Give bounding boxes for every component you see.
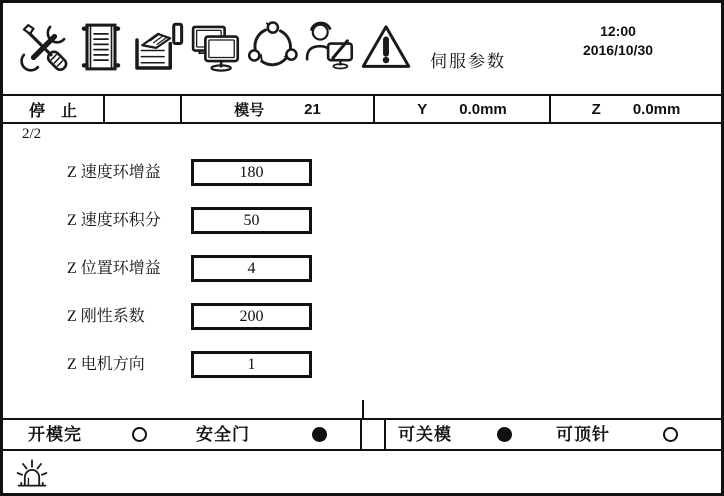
- y-axis-label: Y: [417, 100, 428, 118]
- page-indicator: 2/2: [22, 126, 42, 142]
- safety-door-label: 安全门: [196, 425, 250, 444]
- z-axis-label: Z: [591, 100, 601, 118]
- can-close-mold-label: 可关模: [398, 425, 452, 444]
- toolbar-parameter-list-button[interactable]: [73, 18, 129, 76]
- status-empty-cell: [105, 96, 182, 122]
- form-row: [3, 351, 724, 378]
- alarm-warning-icon: [359, 19, 413, 75]
- record-entry-icon: [129, 19, 187, 75]
- form-row: [3, 255, 724, 282]
- toolbar-tools-button[interactable]: [16, 18, 72, 76]
- mold-number-value: 21: [304, 100, 321, 118]
- mold-open-done-indicator: [132, 427, 147, 442]
- z-position-gain-input[interactable]: 4: [191, 255, 312, 282]
- monitors-icon: [187, 19, 243, 75]
- z-rigidity-label: Z 刚性系数: [67, 308, 145, 325]
- z-speed-integral-label: Z 速度环积分: [67, 212, 161, 229]
- toolbar-monitors-button[interactable]: [187, 18, 243, 76]
- parameter-list-icon: [73, 19, 129, 75]
- divider: [384, 420, 386, 449]
- form-row: [3, 207, 724, 234]
- z-motor-direction-label: Z 电机方向: [67, 356, 145, 373]
- z-rigidity-input[interactable]: 200: [191, 303, 312, 330]
- alarm-lamp-icon: [14, 454, 50, 492]
- y-axis-value: 0.0mm: [459, 100, 507, 118]
- z-speed-gain-label: Z 速度环增益: [67, 164, 161, 181]
- header: [3, 3, 721, 96]
- toolbar-network-cycle-button[interactable]: [244, 18, 300, 76]
- run-state-cell: [3, 96, 105, 122]
- can-eject-label: 可顶针: [556, 425, 610, 444]
- toolbar: [16, 18, 414, 76]
- clock: [563, 22, 673, 60]
- z-position-gain-label: Z 位置环增益: [67, 260, 161, 277]
- y-axis-cell: [375, 96, 551, 122]
- clock-date: 2016/10/30: [582, 42, 654, 58]
- toolbar-alarm-warning-button[interactable]: [358, 18, 414, 76]
- tools-icon: [16, 19, 72, 75]
- can-eject-indicator: [663, 427, 678, 442]
- toolbar-operator-edit-button[interactable]: [301, 18, 357, 76]
- center-divider-tick: [362, 400, 364, 418]
- z-speed-gain-input[interactable]: 180: [191, 159, 312, 186]
- mold-number-label: 模号: [234, 101, 265, 119]
- z-axis-cell: [551, 96, 721, 122]
- can-close-mold-indicator: [497, 427, 512, 442]
- form-row: [3, 159, 724, 186]
- bottom-status-bar: [3, 418, 721, 451]
- safety-door-indicator: [312, 427, 327, 442]
- z-speed-integral-input[interactable]: 50: [191, 207, 312, 234]
- page-title: 伺服参数: [430, 52, 506, 71]
- form-row: [3, 303, 724, 330]
- z-axis-value: 0.0mm: [632, 100, 681, 118]
- status-bar: [3, 96, 721, 124]
- mold-open-done-label: 开模完: [28, 425, 82, 444]
- z-motor-direction-input[interactable]: 1: [191, 351, 312, 378]
- run-state-label: 停 止: [28, 102, 77, 120]
- toolbar-record-entry-button[interactable]: [130, 18, 186, 76]
- mold-number-cell: [182, 96, 375, 122]
- network-cycle-icon: [245, 19, 299, 75]
- clock-time: 12:00: [600, 23, 636, 39]
- divider: [360, 420, 362, 449]
- operator-edit-icon: [299, 19, 359, 75]
